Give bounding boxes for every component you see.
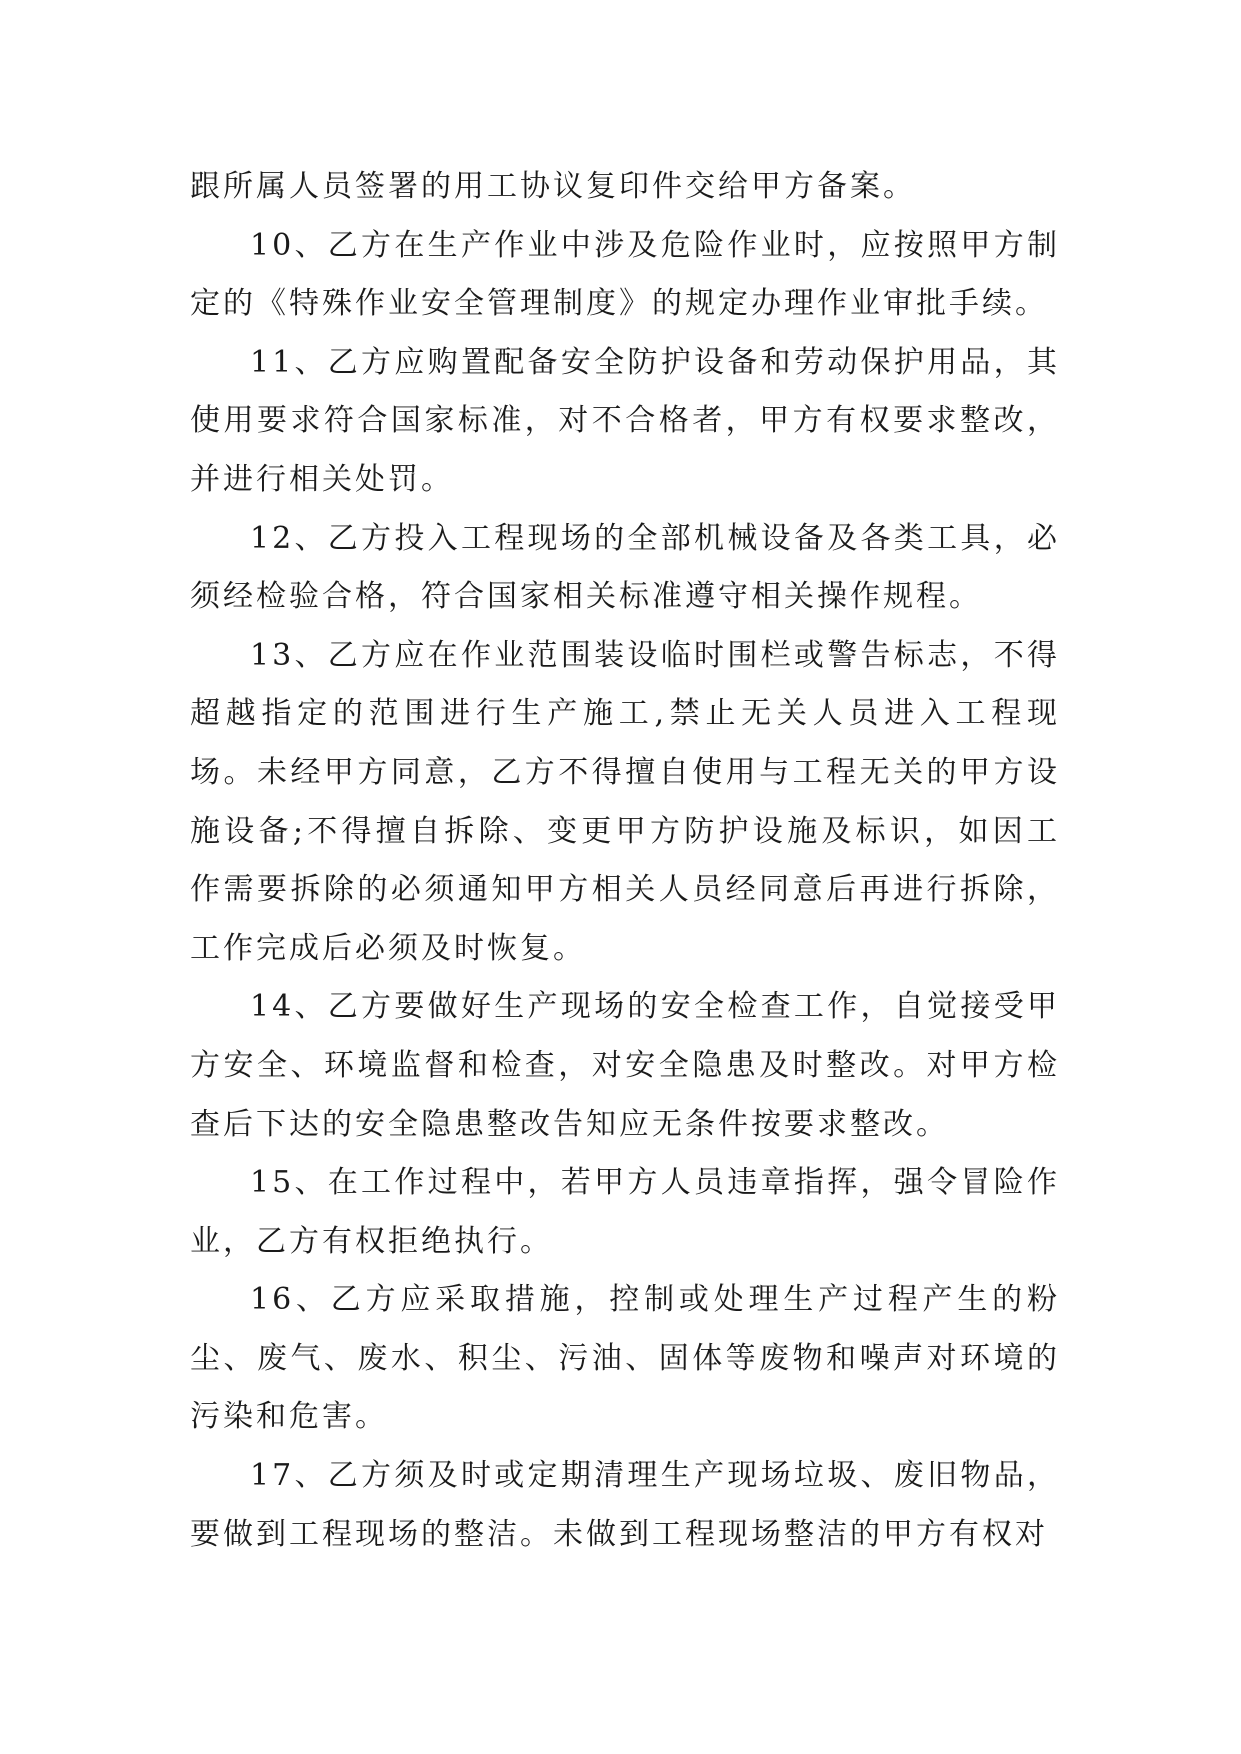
clause-10: 10、乙方在生产作业中涉及危险作业时，应按照甲方制定的《特殊作业安全管理制度》的规定办理作业审批手续。 [190, 227, 1060, 322]
clause-15: 15、在工作过程中，若甲方人员违章指挥，强令冒险作业，乙方有权拒绝执行。 [190, 1165, 1060, 1259]
clause-11: 11、乙方应购置配备安全防护设备和劳动保护用品，其使用要求符合国家标准，对不合格者，甲方有权要求整改，并进行相关处罚。 [190, 344, 1060, 497]
clause-14: 14、乙方要做好生产现场的安全检查工作，自觉接受甲方安全、环境监督和检查，对安全隐患及时整改。对甲方检查后下达的安全隐患整改告知应无条件按要求整改。 [190, 989, 1060, 1142]
clause-16: 16、乙方应采取措施，控制或处理生产过程产生的粉尘、废气、废水、积尘、污油、固体等废物和噪声对环境的污染和危害。 [190, 1282, 1060, 1435]
document-body [190, 158, 1060, 1564]
paragraph-continuation: 跟所属人员签署的用工协议复印件交给甲方备案。 [190, 169, 916, 204]
clause-13: 13、乙方应在作业范围装设临时围栏或警告标志，不得超越指定的范围进行生产施工,禁止无关人员进入工程现场。未经甲方同意，乙方不得擅自使用与工程无关的甲方设施设备;不得擅自拆除、变更甲方防护设施及标识，如因工作需要拆除的必须通知甲方相关人员经同意后再进行拆除，工作完成后必须及时恢复。 [190, 637, 1060, 966]
clause-17: 17、乙方须及时或定期清理生产现场垃圾、废旧物品，要做到工程现场的整洁。未做到工程现场整洁的甲方有权对 [190, 1458, 1060, 1552]
clause-12: 12、乙方投入工程现场的全部机械设备及各类工具，必须经检验合格，符合国家相关标准遵守相关操作规程。 [190, 520, 1060, 615]
